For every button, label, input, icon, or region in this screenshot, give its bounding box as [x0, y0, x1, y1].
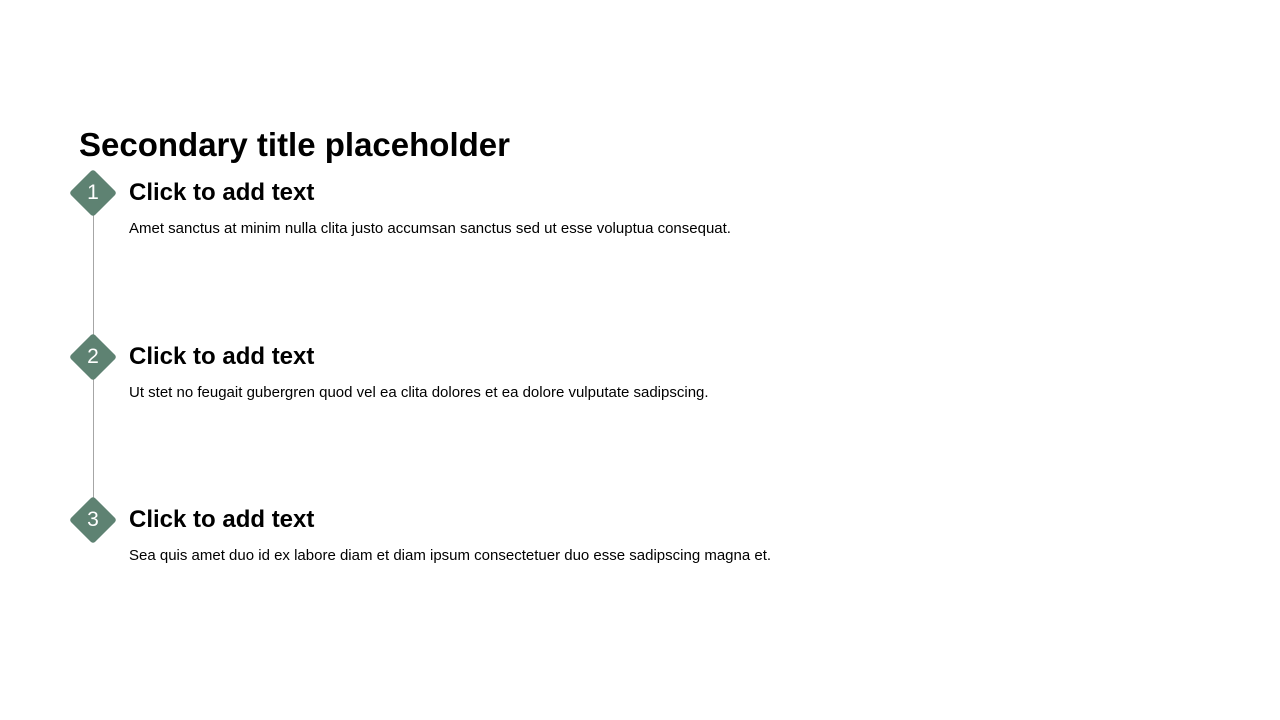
step-number-diamond-icon [69, 169, 117, 217]
step-number: 1 [87, 181, 99, 204]
timeline-step [0, 496, 1280, 564]
step-heading[interactable]: Click to add text [129, 506, 315, 533]
step-body-text[interactable]: Ut stet no feugait gubergren quod vel ea clita dolores et ea dolore vulputate sadipscing. [129, 384, 709, 401]
step-body-text[interactable]: Sea quis amet duo id ex labore diam et diam ipsum consectetuer duo esse sadipscing magna et. [129, 547, 772, 564]
timeline-step [0, 333, 1280, 401]
step-heading[interactable]: Click to add text [129, 343, 315, 370]
step-number: 2 [87, 345, 99, 368]
step-heading[interactable]: Click to add text [129, 179, 315, 206]
step-number-diamond-icon [69, 496, 117, 544]
step-number: 3 [87, 508, 99, 531]
step-number-diamond-icon [69, 333, 117, 381]
slide-title[interactable]: Secondary title placeholder [79, 126, 510, 163]
step-body-text[interactable]: Amet sanctus at minim nulla clita justo accumsan sanctus sed ut esse voluptua consequat. [129, 220, 731, 237]
timeline-step [0, 169, 1280, 237]
